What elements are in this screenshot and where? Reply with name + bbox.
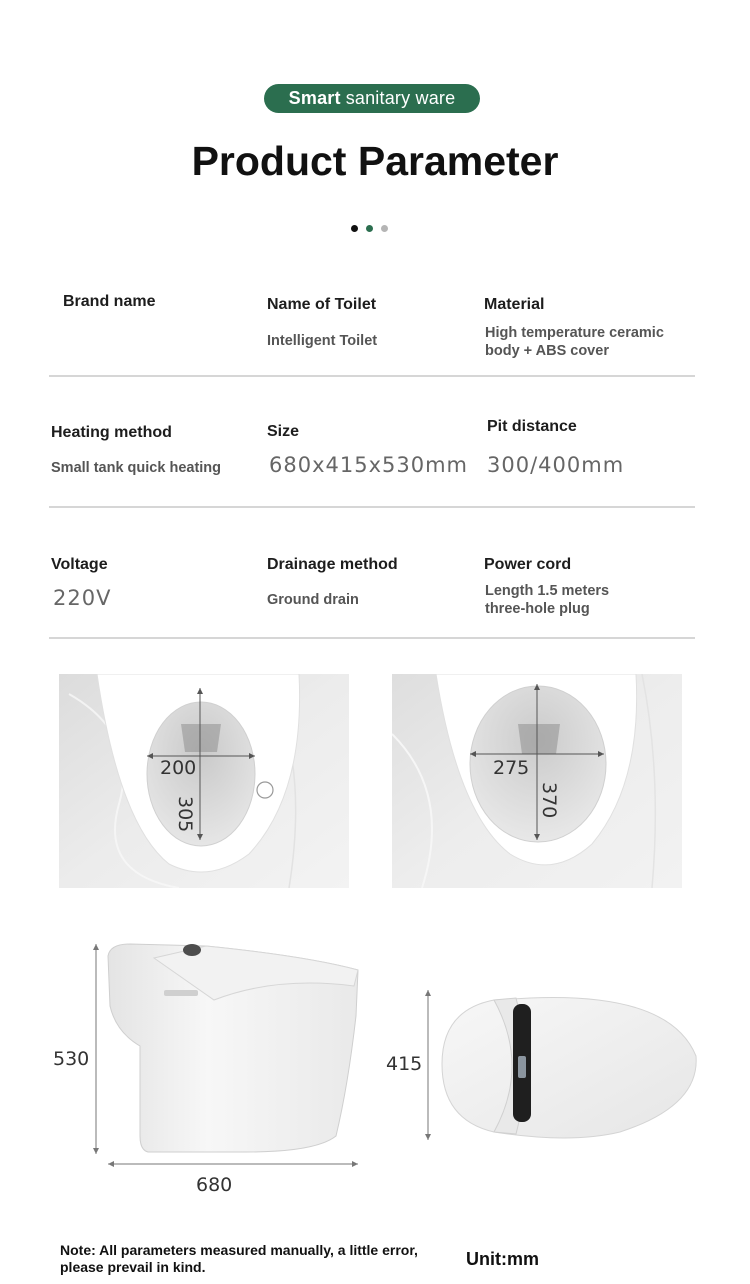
bowl-2-illustration bbox=[392, 674, 682, 888]
pit-distance-label: Pit distance bbox=[487, 418, 577, 435]
size-value: 680x415x530mm bbox=[269, 453, 469, 477]
unit-label: Unit:mm bbox=[466, 1249, 539, 1269]
pit-distance-value: 300/400mm bbox=[487, 453, 625, 477]
material-value bbox=[485, 324, 664, 360]
separator-1 bbox=[49, 375, 695, 377]
note-line-1: Note: All parameters measured manually, a little error, bbox=[60, 1242, 418, 1258]
badge-text: sanitary ware bbox=[345, 88, 456, 108]
measurement-note bbox=[60, 1242, 460, 1276]
separator-2 bbox=[49, 506, 695, 508]
toilet-side-view bbox=[86, 936, 376, 1170]
bowl-1-width-label: 200 bbox=[160, 757, 197, 779]
bowl-2-length-label: 370 bbox=[538, 782, 560, 819]
bowl-top-view-2 bbox=[392, 674, 682, 888]
page-title: Product Parameter bbox=[191, 138, 559, 184]
side-view-illustration bbox=[86, 936, 376, 1170]
note-line-2: please prevail in kind. bbox=[60, 1259, 206, 1275]
drainage-value: Ground drain bbox=[267, 592, 359, 608]
carousel-dot-1 bbox=[351, 225, 358, 232]
carousel-dots bbox=[351, 225, 388, 233]
power-cord-value bbox=[485, 582, 609, 618]
toilet-top-view bbox=[420, 986, 700, 1146]
voltage-value: 220V bbox=[53, 586, 112, 610]
bowl-1-illustration bbox=[59, 674, 349, 888]
toilet-name-value: Intelligent Toilet bbox=[267, 333, 378, 349]
top-view-illustration bbox=[420, 986, 700, 1146]
width-label: 415 bbox=[386, 1053, 423, 1075]
power-cord-value-line1: Length 1.5 meters bbox=[485, 583, 610, 599]
category-badge bbox=[264, 84, 480, 113]
heating-label: Heating method bbox=[51, 424, 172, 441]
material-value-line2: body + ABS cover bbox=[485, 343, 609, 359]
material-value-line1: High temperature ceramic bbox=[485, 325, 664, 341]
bowl-top-view-1 bbox=[59, 674, 349, 888]
length-label: 680 bbox=[196, 1174, 233, 1196]
power-cord-value-line2: three-hole plug bbox=[485, 601, 590, 617]
power-cord-label: Power cord bbox=[484, 556, 572, 573]
size-label: Size bbox=[267, 423, 300, 440]
carousel-dot-2 bbox=[366, 225, 373, 232]
material-label: Material bbox=[484, 296, 545, 313]
carousel-dot-3 bbox=[381, 225, 388, 232]
heating-value: Small tank quick heating bbox=[51, 460, 222, 476]
separator-3 bbox=[49, 637, 695, 639]
badge-bold-text: Smart bbox=[288, 88, 341, 108]
bowl-2-width-label: 275 bbox=[493, 757, 530, 779]
toilet-name-label: Name of Toilet bbox=[267, 296, 377, 313]
height-label: 530 bbox=[53, 1048, 90, 1070]
brand-label: Brand name bbox=[63, 293, 156, 310]
drainage-label: Drainage method bbox=[267, 556, 398, 573]
bowl-1-length-label: 305 bbox=[174, 796, 196, 833]
voltage-label: Voltage bbox=[51, 556, 108, 573]
